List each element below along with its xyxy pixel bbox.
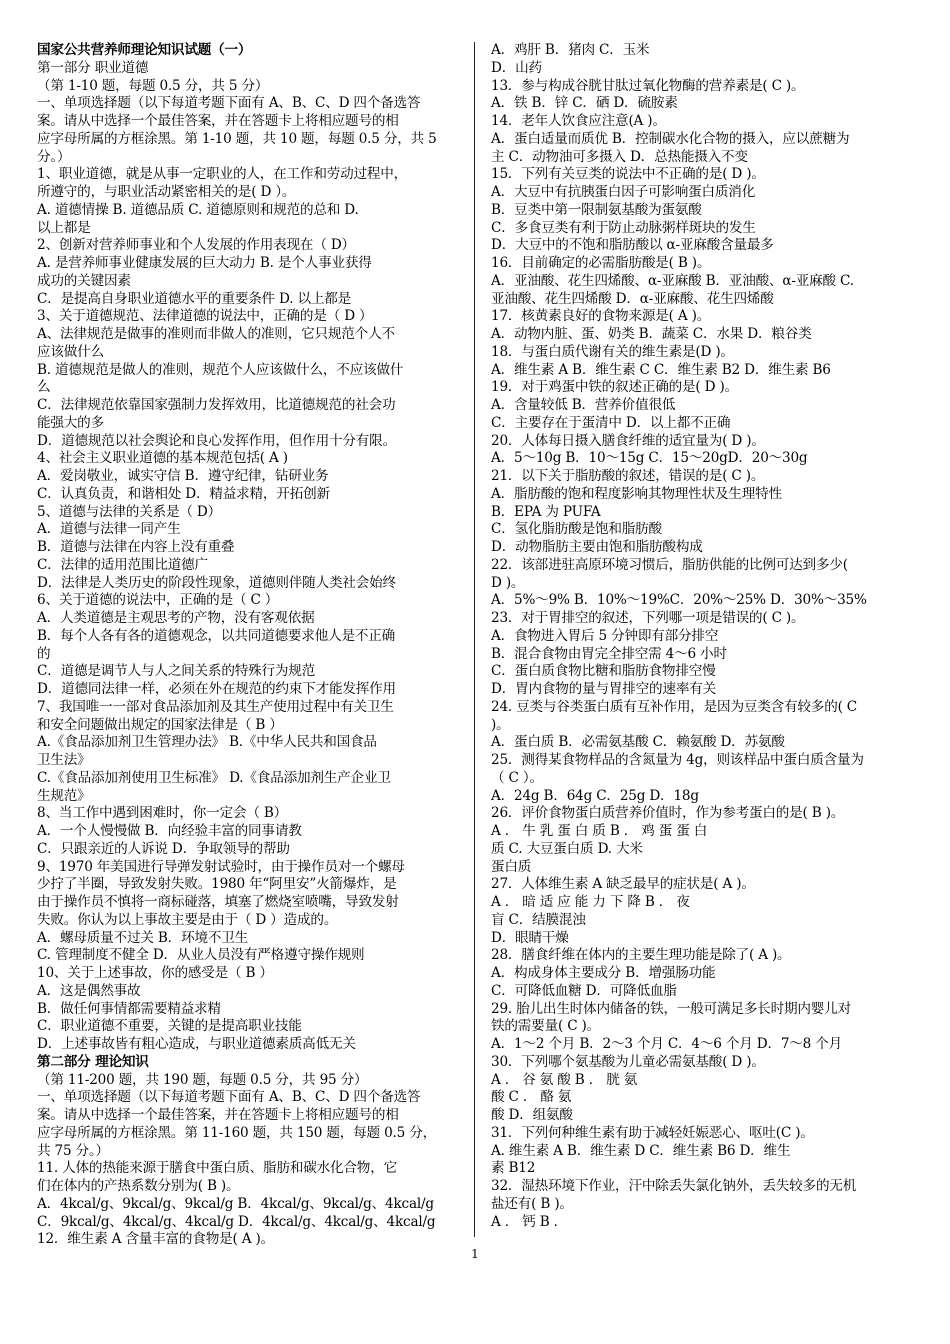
text-line: C．法律规范依靠国家强制力发挥效用，比道德规范的社会功 (37, 397, 396, 413)
text-line: 7、我国唯一一部对食品添加剂及其生产使用过程中有关卫生 (37, 698, 394, 715)
text-line: D．眼睛干燥 (491, 929, 569, 946)
text-line: C.《食品添加剂使用卫生标准》 D.《食品添加剂生产企业卫 (37, 769, 391, 786)
text-line: D．道德规范以社会舆论和良心发挥作用，但作用十分有限。 (37, 432, 396, 449)
text-line: 质 C. 大豆蛋白质 D. 大米 (491, 840, 643, 857)
text-line: 们在体内的产热系数分别为( B )。 (37, 1178, 240, 1194)
text-line: 20．人体每日摄入膳食纤维的适宜量为( D )。 (491, 432, 765, 449)
text-line: 6、关于道德的说法中，正确的是（ C ） (37, 592, 279, 609)
text-line: D．胃内食物的量与胃排空的速率有关 (491, 681, 716, 697)
text-line: 共 75 分。） (37, 1142, 109, 1159)
text-line: 24. 豆类与谷类蛋白质有互补作用，是因为豆类含有较多的( C (491, 698, 858, 715)
text-line: A．4kcal/g、9kcal/g、9kcal/g B．4kcal/g、9kcal/g、4kcal/g (37, 1195, 434, 1212)
text-line: 13．参与构成谷胱甘肽过氧化物酶的营养素是( C )。 (491, 77, 805, 94)
text-line: A．道德与法律一同产生 (37, 521, 181, 538)
text-line: 23．对于胃排空的叙述，下列哪一项是错误的( C )。 (491, 610, 805, 626)
text-line: C．可降低血糖 D．可降低血脂 (491, 982, 677, 999)
text-line: 成功的关键因素 (37, 272, 131, 289)
text-line: 生规范》 (37, 787, 91, 804)
text-line: D．大豆中的不饱和脂肪酸以 α-亚麻酸含量最多 (491, 237, 774, 254)
text-line: 应字母所属的方框涂黑。第 11-160 题，共 150 题，每题 0.5 分， (37, 1124, 436, 1141)
text-line: B．做任何事情都需要精益求精 (37, 1000, 221, 1017)
text-line: 一、单项选择题（以下每道考题下面有 A、B、C、D 四个备选答 (37, 95, 421, 112)
text-line: 第二部分 理论知识 (37, 1053, 149, 1070)
text-line: 17．核黄素良好的食物来源是( A )。 (491, 308, 711, 325)
text-line: A．24g B．64g C．25g D．18g (491, 787, 699, 804)
text-line: 32．湿热环境下作业，汗中除丢失氯化钠外，丢失较多的无机 (491, 1178, 857, 1194)
text-line: C．只跟亲近的人诉说 D．争取领导的帮助 (37, 840, 290, 857)
text-line: 4、社会主义职业道德的基本规范包括( A ) (37, 450, 288, 467)
text-line: 19．对于鸡蛋中铁的叙述正确的是( D )。 (491, 379, 738, 396)
text-line: 国家公共营养师理论知识试题（一） (37, 42, 252, 58)
text-line: 9、1970 年美国进行导弹发射试验时，由于操作员对一个螺母 (37, 858, 405, 875)
text-line: B. 道德规范是做人的准则，规范个人应该做什么，不应该做什 (37, 361, 404, 378)
text-line: 10、关于上述事故，你的感受是（ B ） (37, 965, 273, 981)
text-line: C．氢化脂肪酸是饱和脂肪酸 (491, 521, 662, 538)
text-line: A. 维生素 A B．维生素 D C．维生素 B6 D．维生 (491, 1142, 791, 1159)
text-line: C．法律的适用范围比道德广 (37, 556, 208, 573)
text-line: D．法律是人类历史的阶段性现象，道德则伴随人类社会始终 (37, 574, 396, 591)
text-line: 21．以下关于脂肪酸的叙述，错误的是( C )。 (491, 468, 765, 484)
text-line: 失败。你认为以上事故主要是由于（ D ）造成的。 (37, 911, 338, 928)
text-line: 1、职业道德，就是从事一定职业的人，在工作和劳动过程中， (37, 166, 408, 183)
text-line: D )。 (491, 574, 525, 591)
text-line: 15．下列有关豆类的说法中不正确的是( D )。 (491, 166, 765, 183)
text-line: A．构成身体主要成分 B．增强肠功能 (491, 965, 716, 981)
column-divider (474, 42, 475, 1237)
text-line: 和安全问题做出规定的国家法律是（ B ） (37, 716, 283, 733)
text-line: C．蛋白质食物比糖和脂肪食物排空慢 (491, 663, 716, 680)
text-line: A．动物内脏、蛋、奶类 B．蔬菜 C．水果 D．粮谷类 (491, 326, 812, 342)
text-line: C．道德是调节人与人之间关系的特殊行为规范 (37, 663, 316, 680)
text-line: 27．人体维生素 A 缺乏最早的症状是( A )。 (491, 876, 755, 893)
text-line: B．每个人各有各的道德观念，以共同道德要求他人是不正确 (37, 627, 396, 644)
text-line: A．蛋白适量而质优 B．控制碳水化合物的摄入，应以蔗糖为 (491, 130, 850, 147)
text-line: A．5%～9% B．10%～19%C．20%～25% D．30%～35% (491, 592, 867, 609)
text-line: 以上都是 (37, 219, 91, 236)
text-line: 的 (37, 645, 51, 662)
text-line: A. 是营养师事业健康发展的巨大动力 B. 是个人事业获得 (37, 255, 372, 271)
text-line: 14．老年人饮食应注意(A )。 (491, 113, 666, 129)
text-line: A．含量较低 B．营养价值很低 (491, 397, 676, 413)
text-line: 么 (37, 379, 51, 396)
text-line: A. 道德情操 B. 道德品质 C. 道德原则和规范的总和 D. (37, 201, 359, 218)
text-line: 25．测得某食物样品的含氮量为 4g，则该样品中蛋白质含量为 (491, 752, 864, 768)
text-line: 分。） (37, 148, 71, 165)
text-line: A．脂肪酸的饱和程度影响其物理性状及生理特性 (491, 485, 782, 502)
page-number: 1 (471, 1247, 479, 1261)
text-line: A．5～10g B．10～15g C．15～20gD．20～30g (491, 450, 808, 467)
text-line: （第 1-10 题，每题 0.5 分，共 5 分） (37, 77, 269, 94)
text-line: 盐还有( B )。 (491, 1195, 573, 1212)
text-line: A．亚油酸、花生四烯酸、α-亚麻酸 B．亚油酸、α-亚麻酸 C. (491, 272, 854, 289)
right-column (491, 42, 919, 1231)
text-line: 亚油酸、花生四烯酸 D．α-亚麻酸、花生四烯酸 (491, 290, 774, 307)
text-line: A ． 牛 乳 蛋 白 质 B ． 鸡 蛋 蛋 白 (491, 823, 708, 839)
text-line: 31．下列何种维生素有助于减轻妊娠恶心、呕吐(C )。 (491, 1124, 814, 1141)
text-line: 11. 人体的热能来源于膳食中蛋白质、脂肪和碳水化合物，它 (37, 1160, 397, 1177)
text-line: A．蛋白质 B．必需氨基酸 C．赖氨酸 D．苏氨酸 (491, 734, 785, 751)
text-line: B．道德与法律在内容上没有重叠 (37, 539, 235, 555)
text-line: 由于操作员不慎将一商标碰落，填塞了燃烧室喷嘴，导致发射 (37, 894, 399, 910)
text-line: A ． 钙 B ． (491, 1213, 568, 1230)
text-line: 28．膳食纤维在体内的主要生理功能是除了( A )。 (491, 947, 791, 964)
text-line: 少拧了半圈，导致发射失败。1980 年“阿里安”火箭爆炸，是 (37, 876, 397, 893)
text-line: A．螺母质量不过关 B．环境不卫生 (37, 929, 249, 946)
text-line: C. 管理制度不健全 D．从业人员没有严格遵守操作规则 (37, 947, 365, 964)
text-line: D．动物脂肪主要由饱和脂肪酸构成 (491, 539, 703, 555)
text-line: 所遵守的，与职业活动紧密相关的是( D ）。 (37, 184, 296, 200)
text-line: 卫生法》 (37, 752, 91, 768)
text-line: 酸 D．组氨酸 (491, 1107, 573, 1123)
text-line: A．1～2 个月 B．2～3 个月 C．4～6 个月 D．7～8 个月 (491, 1036, 843, 1052)
text-line: 一、单项选择题（以下每道考题下面有 A、B、C、D 四个备选答 (37, 1089, 421, 1106)
text-line: C．是提高自身职业道德水平的重要条件 D. 以上都是 (37, 290, 352, 307)
text-line: A.《食品添加剂卫生管理办法》 B.《中华人民共和国食品 (37, 734, 377, 751)
text-line: （第 11-200 题，共 190 题，每题 0.5 分，共 95 分） (37, 1071, 368, 1088)
text-line: 8、当工作中遇到困难时，你一定会（ B） (37, 805, 288, 822)
text-line: A．人类道德是主观思考的产物，没有客观依据 (37, 610, 315, 626)
text-line: 3、关于道德规范、法律道德的说法中，正确的是（ D ） (37, 308, 373, 325)
text-line: 26．评价食物蛋白质营养价值时，作为参考蛋白的是( B )。 (491, 805, 845, 822)
text-line: 酸 C ． 酪 氨 (491, 1089, 572, 1106)
text-line: 16．目前确定的必需脂肪酸是( B )。 (491, 255, 711, 271)
text-line: 案。请从中选择一个最佳答案，并在答题卡上将相应题号的相 (37, 113, 399, 129)
text-line: B．豆类中第一限制氨基酸为蛋氨酸 (491, 201, 702, 218)
text-line: 5、道德与法律的关系是（ D） (37, 503, 221, 520)
text-line: 22．该部进驻高原环境习惯后，脂肪供能的比例可达到多少( (491, 556, 848, 573)
text-line: 2、创新对营养师事业和个人发展的作用表现在（ D） (37, 237, 355, 254)
text-line: A．维生素 A B．维生素 C C．维生素 B2 D．维生素 B6 (491, 361, 831, 378)
text-line: A ． 暗 适 应 能 力 下 降 B ． 夜 (491, 894, 690, 910)
text-line: B．EPA 为 PUFA (491, 503, 601, 520)
text-line: C．主要存在于蛋清中 D．以上都不正确 (491, 414, 731, 431)
text-line: A．食物进入胃后 5 分钟即有部分排空 (491, 627, 719, 644)
text-line: 应该做什么 (37, 343, 104, 360)
text-line: C．多食豆类有利于防止动脉粥样斑块的发生 (491, 219, 756, 236)
text-line: C．9kcal/g、4kcal/g、4kcal/g D．4kcal/g、4kcal/g、4kcal/g (37, 1213, 436, 1230)
text-line: 蛋白质 (491, 858, 532, 875)
text-line: A．鸡肝 B．猪肉 C．玉米 (491, 42, 650, 58)
text-line: A．这是偶然事故 (37, 982, 141, 999)
text-line: 18．与蛋白质代谢有关的维生素是(D )。 (491, 343, 734, 360)
text-line: 29. 胎儿出生时体内储备的铁，一般可满足多长时期内婴儿对 (491, 1000, 851, 1017)
text-line: D．山药 (491, 59, 542, 76)
text-line: D．道德同法律一样，必须在外在规范的约束下才能发挥作用 (37, 681, 396, 697)
text-line: C．职业道德不重要，关键的是提高职业技能 (37, 1018, 302, 1035)
text-line: 能强大的多 (37, 414, 104, 431)
text-line: 主 C．动物油可多摄入 D．总热能摄入不变 (491, 148, 748, 165)
left-column (37, 42, 465, 1249)
text-line: D．上述事故皆有粗心造成，与职业道德素质高低无关 (37, 1036, 356, 1052)
text-line: 盲 C．结膜混浊 (491, 911, 586, 928)
text-line: C．认真负责，和谐相处 D．精益求精，开拓创新 (37, 485, 330, 502)
text-line: A．一个人慢慢做 B．向经验丰富的同事请教 (37, 823, 302, 839)
text-line: )。 (491, 716, 510, 733)
text-line: （ C ）。 (491, 769, 543, 786)
text-line: A、法律规范是做事的准则而非做人的准则，它只规范个人不 (37, 326, 395, 342)
text-line: A．铁 B．锌 C．硒 D．硫胺素 (491, 95, 678, 112)
text-line: 素 B12 (491, 1160, 536, 1177)
text-line: 30．下列哪个氨基酸为儿童必需氨基酸( D )。 (491, 1053, 765, 1070)
text-line: A．爱岗敬业，诚实守信 B．遵守纪律，钻研业务 (37, 468, 329, 484)
text-line: 铁的需要量( C )。 (491, 1018, 601, 1035)
text-line: 应字母所属的方框涂黑。第 1-10 题，共 10 题，每题 0.5 分，共 5 (37, 130, 437, 147)
text-line: 12．维生素 A 含量丰富的食物是( A )。 (37, 1231, 274, 1248)
text-line: 案。请从中选择一个最佳答案，并在答题卡上将相应题号的相 (37, 1107, 399, 1123)
text-line: A．大豆中有抗胰蛋白因子可影响蛋白质消化 (491, 184, 756, 200)
text-line: 第一部分 职业道德 (37, 59, 149, 76)
text-line: A ． 谷 氨 酸 B ． 胱 氨 (491, 1071, 638, 1088)
text-line: B．混合食物由胃完全排空需 4～6 小时 (491, 645, 727, 662)
